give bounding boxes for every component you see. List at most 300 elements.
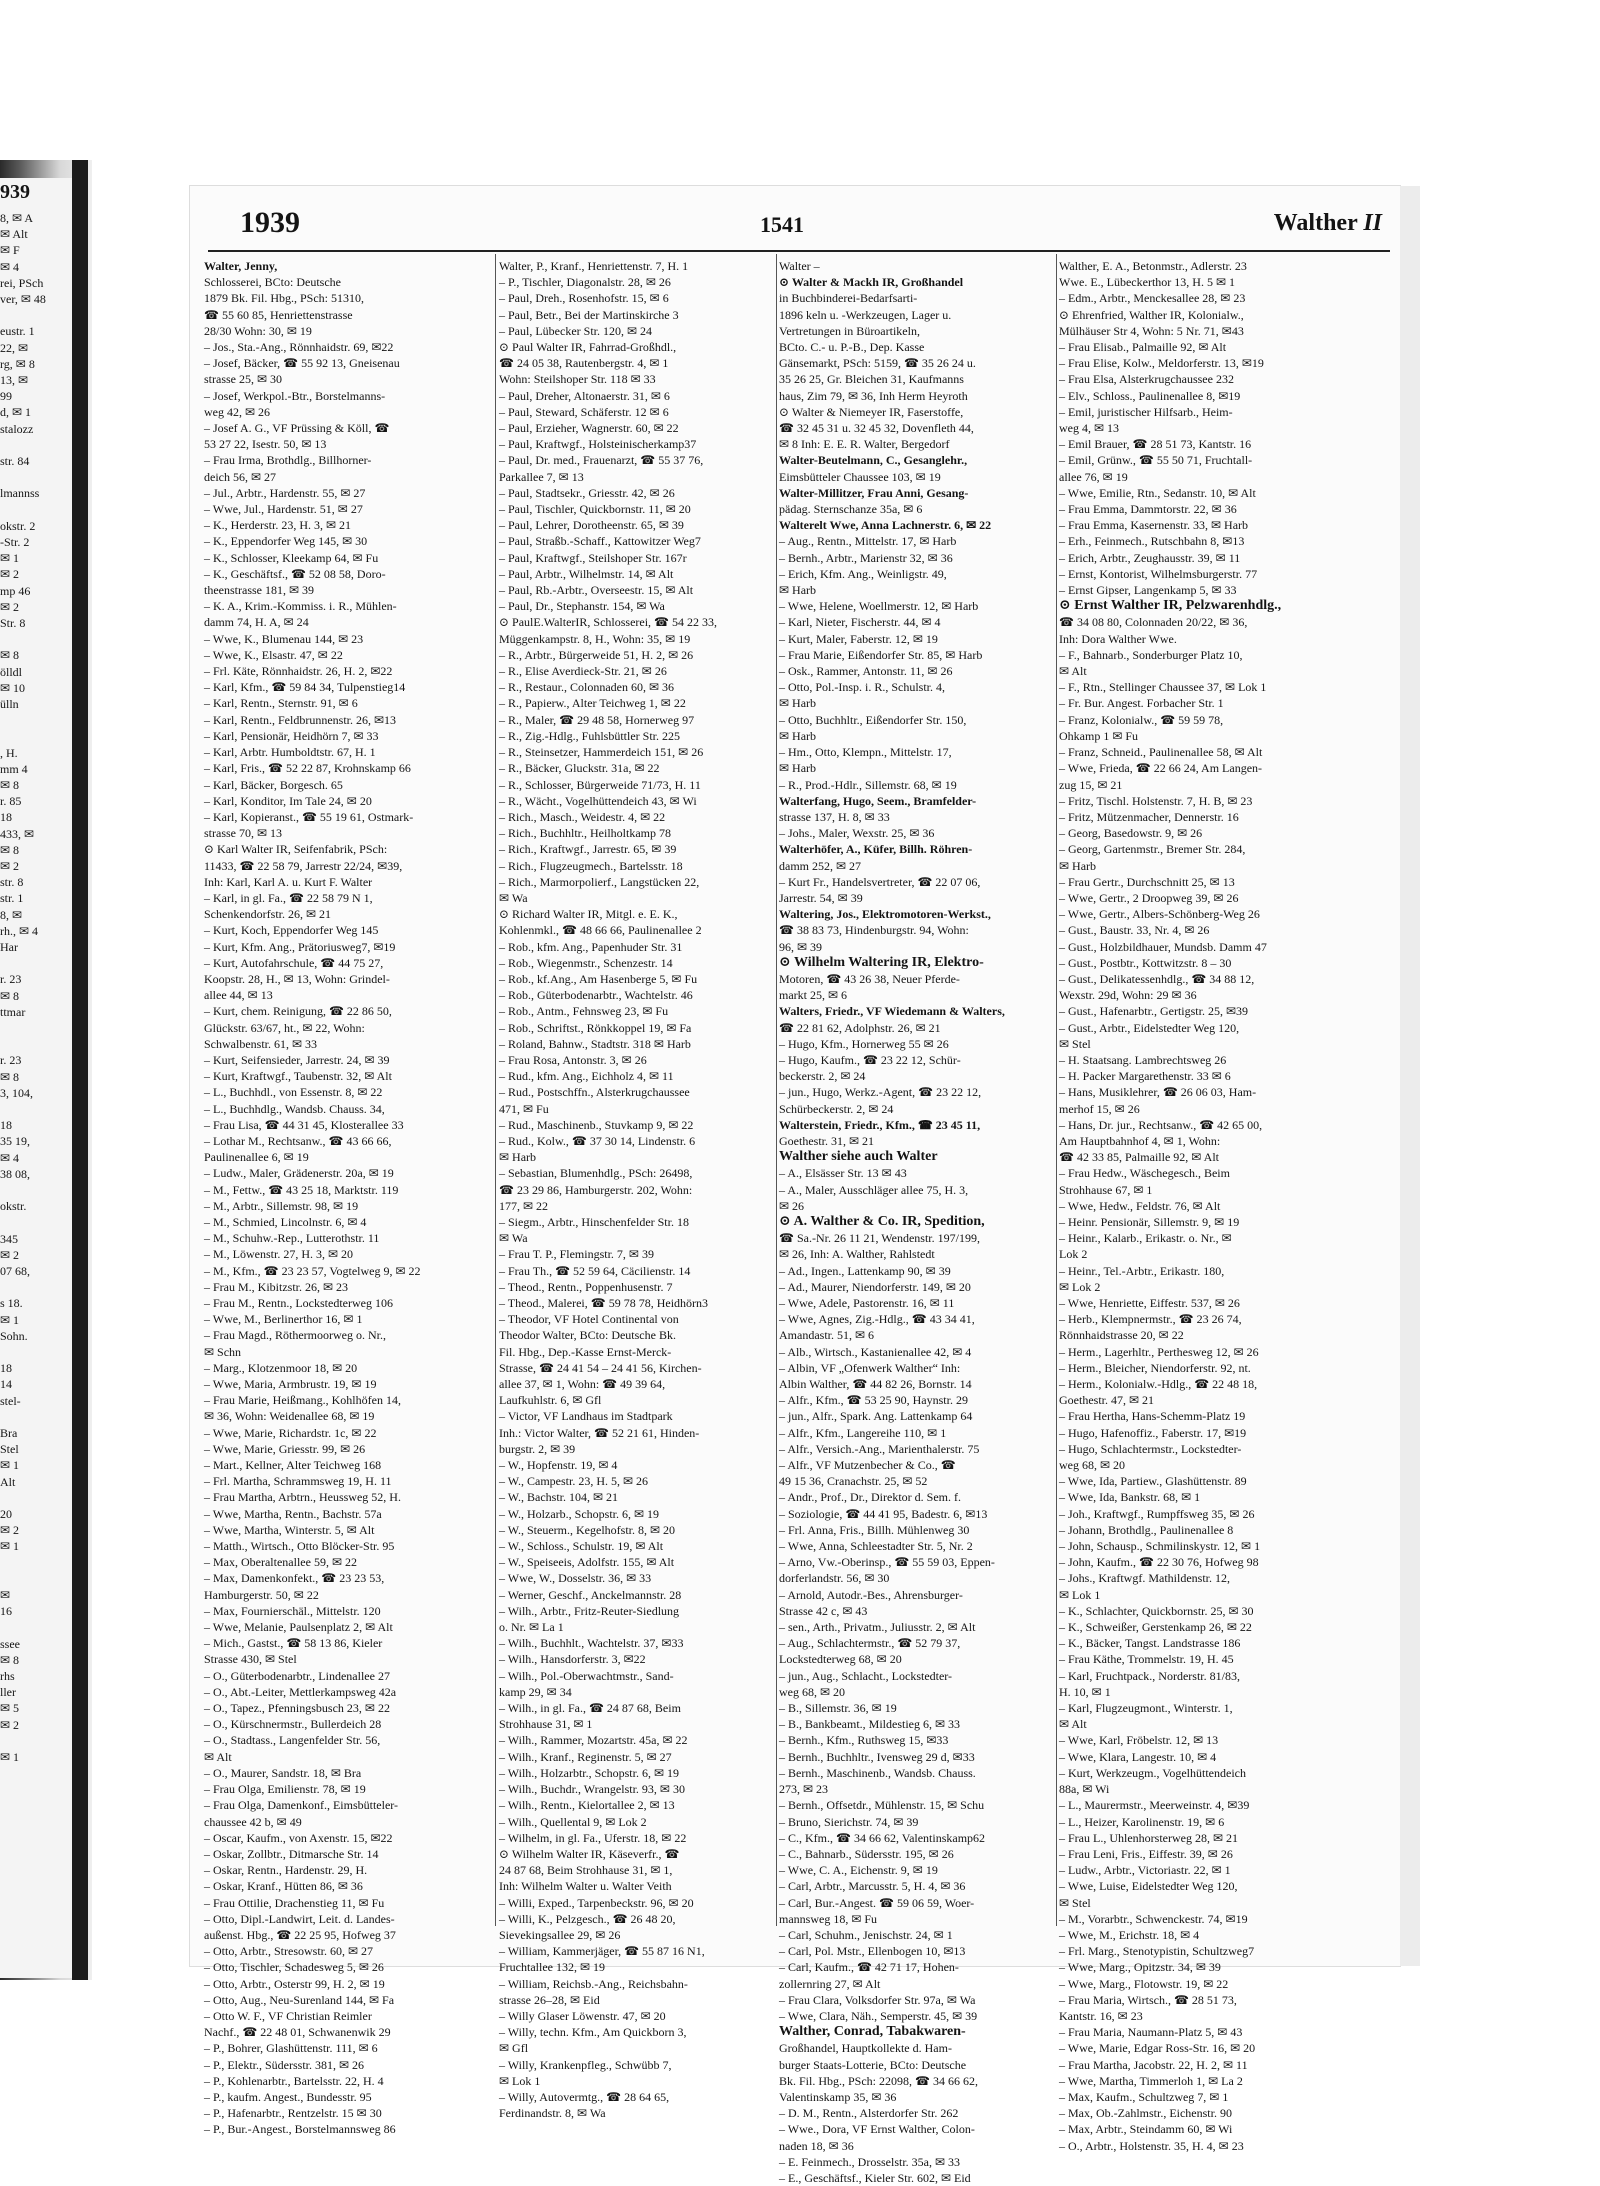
directory-entry-line: – Bernh., Kfm., Ruthsweg 15, ✉33 bbox=[779, 1733, 949, 1748]
directory-entry-line: – Hans, Dr. jur., Rechtsanw., ☎ 42 65 00, bbox=[1059, 1117, 1263, 1132]
previous-page-line bbox=[0, 437, 74, 453]
previous-page-line: ✉ 8 bbox=[0, 988, 20, 1003]
directory-entry-line: Eimsbütteler Chaussee 103, ✉ 19 bbox=[779, 469, 941, 484]
directory-entry-line: – Alb., Wirtsch., Kastanienallee 42, ✉ 4 bbox=[779, 1344, 972, 1359]
directory-entry-line: – Willy, techn. Kfm., Am Quickborn 3, bbox=[499, 2025, 687, 2040]
directory-entry-line: ⊙ Walter & Mackh IR, Großhandel bbox=[779, 275, 964, 290]
directory-entry-line: – Soziologie, ☎ 44 41 95, Badestr. 6, ✉13 bbox=[779, 1506, 988, 1521]
directory-entry-line: – Karl, in gl. Fa., ☎ 22 58 79 N 1, bbox=[204, 890, 373, 905]
directory-entry-line: – Max, Arbtr., Steindamm 60, ✉ Wi bbox=[1059, 2122, 1233, 2137]
directory-entry-line: – Frau Elsa, Alsterkrugchaussee 232 bbox=[1059, 372, 1234, 387]
previous-page-line: ✉ 8 bbox=[0, 778, 20, 792]
directory-entry-line: Strasse 430, ✉ Stel bbox=[204, 1652, 297, 1667]
previous-page-line: -Str. 2 bbox=[0, 535, 30, 549]
directory-entry-line: – Fritz, Tischl. Holstenstr. 7, H. B, ✉ 23 bbox=[1059, 793, 1253, 808]
previous-page-line: 14 bbox=[0, 1377, 12, 1392]
directory-entry-line: – Frau Th., ☎ 52 59 64, Cäcilienstr. 14 bbox=[499, 1263, 691, 1278]
directory-entry-line: – W., Hopfenstr. 19, ✉ 4 bbox=[499, 1458, 618, 1473]
directory-entry-line: – W., Campestr. 23, H. 5, ✉ 26 bbox=[499, 1474, 649, 1489]
previous-page-line: ✉ 2 bbox=[0, 1523, 20, 1538]
directory-entry-line: ✉ Alt bbox=[1059, 664, 1087, 679]
directory-entry-line: 11433, ☎ 22 58 79, Jarrestr 22/24, ✉39, bbox=[204, 858, 403, 873]
directory-entry-line: – Karl, Pensionär, Heidhörn 7, ✉ 33 bbox=[204, 728, 379, 743]
directory-entry-line: – Bernh., Offsetdr., Mühlenstr. 15, ✉ Schu bbox=[779, 1798, 985, 1813]
directory-entry-line: Strohhause 31, ✉ 1 bbox=[499, 1717, 593, 1732]
directory-entry-line: außenst. Hbg., ☎ 22 25 95, Hofweg 37 bbox=[204, 1927, 396, 1942]
directory-entry-line: – Carl, Arbtr., Marcusstr. 5, H. 4, ✉ 36 bbox=[779, 1879, 966, 1894]
directory-entry-line: – Wilhelm, in gl. Fa., Uferstr. 18, ✉ 22 bbox=[499, 1830, 687, 1845]
directory-entry-line: – Wwe, C. A., Eichenstr. 9, ✉ 19 bbox=[779, 1863, 938, 1878]
directory-entry-line: – Kurt, chem. Reinigung, ☎ 22 86 50, bbox=[204, 1004, 392, 1019]
column-1 bbox=[204, 258, 494, 2137]
directory-entry-line: haus, Zim 79, ✉ 36, Inh Herm Heyroth bbox=[779, 388, 968, 403]
directory-entry-line: 471, ✉ Fu bbox=[499, 1101, 549, 1116]
previous-page-line: 8, ✉ bbox=[0, 907, 23, 922]
directory-entry-line: – Wilh., Buchdr., Wrangelstr. 93, ✉ 30 bbox=[499, 1782, 685, 1797]
directory-entry-line: Walterhöfer, A., Küfer, Billh. Röhren- bbox=[779, 842, 973, 857]
directory-entry-line: – Wilh., Arbtr., Fritz-Reuter-Siedlung bbox=[499, 1603, 680, 1618]
directory-entry-line: – Wwe, Agnes, Zig.-Hdlg., ☎ 43 34 41, bbox=[779, 1312, 975, 1327]
directory-entry-line: – Rud., Postschffn., Alsterkrugchaussee bbox=[499, 1085, 690, 1100]
directory-entry-line: – Kurt, Kfm. Ang., Prätoriusweg7, ✉19 bbox=[204, 939, 396, 954]
directory-entry-line: – R., Wächt., Vogelhüttendeich 43, ✉ Wi bbox=[499, 793, 697, 808]
directory-entry-line: – Frau Emma, Dammtorstr. 22, ✉ 36 bbox=[1059, 502, 1237, 517]
directory-entry-line: ✉ Gfl bbox=[499, 2041, 529, 2056]
directory-entry-line: pädag. Sternschanze 35a, ✉ 6 bbox=[779, 502, 923, 517]
directory-entry-line: damm 252, ✉ 27 bbox=[779, 858, 862, 873]
directory-entry-line: – Wwe, Maria, Armbrustr. 19, ✉ 19 bbox=[204, 1377, 377, 1392]
directory-entry-line: Inh: Wilhelm Walter u. Walter Veith bbox=[499, 1879, 672, 1894]
directory-entry-line: – R., Zig.-Hdlg., Fuhlsbüttler Str. 225 bbox=[499, 728, 681, 743]
directory-entry-line: 96, ✉ 39 bbox=[779, 939, 823, 954]
previous-page-line bbox=[0, 1036, 74, 1052]
directory-entry-line: – Theod., Malerei, ☎ 59 78 78, Heidhörn3 bbox=[499, 1296, 709, 1310]
directory-entry-line: ⊙ A. Walther & Co. IR, Spedition, bbox=[779, 1213, 985, 1229]
directory-entry-line: ✉ Wa bbox=[499, 1231, 528, 1246]
directory-entry-line: – K., Bäcker, Tangst. Landstrasse 186 bbox=[1059, 1636, 1241, 1651]
previous-page-line: rhs bbox=[0, 1668, 15, 1683]
directory-entry-line: – Paul, Tischler, Quickbornstr. 11, ✉ 20 bbox=[499, 502, 691, 517]
directory-entry-line: – B., Sillemstr. 36, ✉ 19 bbox=[779, 1701, 897, 1716]
directory-entry-line: Kantstr. 16, ✉ 23 bbox=[1059, 2008, 1143, 2023]
directory-entry-line: – Bernh., Buchhltr., Ivensweg 29 d, ✉33 bbox=[779, 1749, 975, 1764]
directory-entry-line: – Otto, Buchhltr., Eißendorfer Str. 150, bbox=[779, 712, 967, 727]
directory-entry-line: 1879 Bk. Fil. Hbg., PSch: 51310, bbox=[204, 291, 365, 306]
directory-entry-line: – Paul, Dreher, Altonaerstr. 31, ✉ 6 bbox=[499, 388, 670, 403]
directory-entry-line: – Paul, Dr. med., Frauenarzt, ☎ 55 37 76, bbox=[499, 453, 704, 468]
directory-entry-line: – Fr. Bur. Angest. Forbacher Str. 1 bbox=[1059, 696, 1224, 711]
directory-entry-line: – Wwe, Luise, Eidelstedter Weg 120, bbox=[1059, 1879, 1238, 1894]
previous-page-line bbox=[0, 1020, 74, 1036]
directory-entry-line: – Arnold, Autodr.-Bes., Ahrensburger- bbox=[779, 1587, 963, 1602]
previous-page-line: eustr. 1 bbox=[0, 324, 35, 339]
directory-entry-line: – P., Hafenarbtr., Rentzelstr. 15 ✉ 30 bbox=[204, 2106, 382, 2121]
directory-entry-line: allee 44, ✉ 13 bbox=[204, 988, 273, 1003]
directory-entry-line: – Wwe, Emilie, Rtn., Sedanstr. 10, ✉ Alt bbox=[1059, 485, 1256, 500]
directory-entry-line: – Frau M., Rentn., Lockstedterweg 106 bbox=[204, 1296, 393, 1310]
directory-entry-line: – jun., Aug., Schlacht., Lockstedter- bbox=[779, 1668, 953, 1683]
directory-entry-line: Walter-Beutelmann, C., Gesanglehr., bbox=[779, 453, 968, 468]
directory-entry-line: mannsweg 18, ✉ Fu bbox=[779, 1911, 878, 1926]
directory-entry-line: – Johann, Brothdlg., Paulinenallee 8 bbox=[1059, 1522, 1234, 1537]
directory-entry-line: Walterfang, Hugo, Seem., Bramfelder- bbox=[779, 793, 977, 808]
directory-entry-line: – Wwe., Dora, VF Ernst Walther, Colon- bbox=[779, 2122, 975, 2137]
directory-entry-line: – Willy, Krankenpfleg., Schwübb 7, bbox=[499, 2057, 672, 2072]
directory-entry-line: – L., Buchhdl., von Essenstr. 8, ✉ 22 bbox=[204, 1085, 383, 1100]
previous-page-line bbox=[0, 631, 74, 647]
previous-page-line: Sohn. bbox=[0, 1328, 28, 1343]
running-head-part: II bbox=[1363, 210, 1382, 236]
column-3 bbox=[779, 258, 1055, 2185]
directory-entry-line: – K., Schlachter, Quickbornstr. 25, ✉ 30 bbox=[1059, 1603, 1254, 1618]
directory-entry-line: – Karl, Fris., ☎ 52 22 87, Krohnskamp 66 bbox=[204, 761, 411, 776]
directory-entry-line: – Otto, Pol.-Insp. i. R., Schulstr. 4, bbox=[779, 680, 946, 695]
directory-entry-line: – Heinr., Kalarb., Erikastr. o. Nr., ✉ bbox=[1059, 1231, 1232, 1246]
directory-entry-line: – Rich., Buchhltr., Heilholtkamp 78 bbox=[499, 826, 671, 841]
directory-entry-line: – W., Schloss., Schulstr. 19, ✉ Alt bbox=[499, 1539, 664, 1554]
previous-page-line: 20 bbox=[0, 1506, 12, 1521]
previous-page-line bbox=[0, 1619, 74, 1635]
directory-entry-line: Rönnhaidstrasse 20, ✉ 22 bbox=[1059, 1328, 1184, 1343]
directory-entry-line: – Oskar, Zollbtr., Ditmarsche Str. 14 bbox=[204, 1846, 379, 1861]
directory-entry-line: – Ernst Gipser, Langenkamp 5, ✉ 33 bbox=[1059, 583, 1237, 598]
directory-entry-line: – Alfr., Versich.-Ang., Marienthalerstr. 75 bbox=[779, 1441, 980, 1456]
directory-entry-line: – Carl, Bur.-Angest. ☎ 59 06 59, Woer- bbox=[779, 1895, 975, 1910]
directory-entry-line: – Rich., Masch., Weidestr. 4, ✉ 22 bbox=[499, 809, 666, 824]
directory-entry-line: – Frau Elisab., Palmaille 92, ✉ Alt bbox=[1059, 340, 1227, 355]
directory-entry-line: – M., Kfm., ☎ 23 23 57, Vogtelweg 9, ✉ 22 bbox=[204, 1263, 421, 1278]
directory-entry-line: Am Hauptbahnhof 4, ✉ 1, Wohn: bbox=[1059, 1133, 1221, 1148]
directory-entry-line: ☎ 42 33 85, Palmaille 92, ✉ Alt bbox=[1059, 1150, 1219, 1165]
directory-entry-line: – Paul, Steward, Schäferstr. 12 ✉ 6 bbox=[499, 404, 669, 419]
directory-entry-line: – Aug., Schlachtermstr., ☎ 52 79 37, bbox=[779, 1636, 961, 1651]
directory-entry-line: – Alfr., Kfm., ☎ 53 25 90, Haynstr. 29 bbox=[779, 1393, 968, 1408]
directory-entry-line: 35 26 25, Gr. Bleichen 31, Kaufmanns bbox=[779, 372, 964, 387]
column-2 bbox=[499, 258, 775, 2121]
directory-entry-line: 28/30 Wohn: 30, ✉ 19 bbox=[204, 323, 312, 338]
directory-entry-line: chaussee 42 b, ✉ 49 bbox=[204, 1814, 302, 1829]
directory-entry-line: – Paul, Rb.-Arbtr., Overseestr. 15, ✉ Alt bbox=[499, 583, 694, 598]
directory-entry-line: – John, Schausp., Schmilinskystr. 12, ✉ 1 bbox=[1059, 1539, 1261, 1554]
directory-entry-line: ⊙ Paul Walter IR, Fahrrad-Großhdl., bbox=[499, 340, 677, 355]
directory-entry-line: – Frau Hertha, Hans-Schemm-Platz 19 bbox=[1059, 1409, 1246, 1424]
directory-entry-line: Bk. Fil. Hbg., PSch: 22098, ☎ 34 66 62, bbox=[779, 2073, 978, 2088]
directory-entry-line: ⊙ Ernst Walther IR, Pelzwarenhdlg., bbox=[1059, 598, 1282, 614]
directory-entry-line: ⊙ Walter & Niemeyer IR, Faserstoffe, bbox=[779, 404, 964, 419]
directory-entry-line: – Johs., Maler, Wexstr. 25, ✉ 36 bbox=[779, 826, 935, 841]
directory-entry-line: – Frl. Käte, Rönnhaidstr. 26, H. 2, ✉22 bbox=[204, 664, 393, 679]
directory-entry-line: – Gust., Postbtr., Kottwitzstr. 8 – 30 bbox=[1059, 955, 1232, 970]
directory-entry-line: – E., Geschäftsf., Kieler Str. 602, ✉ Eid bbox=[779, 2170, 971, 2185]
directory-entry-line: – Rob., Wiegenmstr., Schenzestr. 14 bbox=[499, 955, 673, 970]
directory-entry-line: – Bernh., Arbtr., Marienstr 32, ✉ 36 bbox=[779, 550, 953, 565]
directory-entry-line: ☎ 23 29 86, Hamburgerstr. 202, Wohn: bbox=[499, 1182, 693, 1197]
directory-entry-line: weg 4, ✉ 13 bbox=[1059, 421, 1120, 436]
previous-page-line: d, ✉ 1 bbox=[0, 405, 32, 420]
directory-entry-line: Schlosserei, BCto: Deutsche bbox=[204, 275, 341, 290]
directory-entry-line: – Wilh., Rammer, Mozartstr. 45a, ✉ 22 bbox=[499, 1733, 688, 1748]
directory-entry-line: – Paul, Lübecker Str. 120, ✉ 24 bbox=[499, 323, 653, 338]
directory-entry-line: – Franz, Kolonialw., ☎ 59 59 78, bbox=[1059, 712, 1224, 727]
directory-entry-line: – R., Prod.-Hdlr., Sillemstr. 68, ✉ 19 bbox=[779, 777, 957, 792]
directory-entry-line: Strasse 42 c, ✉ 43 bbox=[779, 1603, 868, 1618]
previous-page-line: 18 bbox=[0, 810, 12, 825]
directory-entry-line: 273, ✉ 23 bbox=[779, 1782, 829, 1797]
directory-entry-line: beckerstr. 2, ✉ 24 bbox=[779, 1069, 866, 1084]
previous-page-line bbox=[0, 1214, 74, 1230]
directory-entry-line: Sievekingsallee 29, ✉ 26 bbox=[499, 1927, 621, 1942]
directory-entry-line: – A., Maler, Ausschläger allee 75, H. 3, bbox=[779, 1182, 969, 1197]
directory-entry-line: ✉ 36, Wohn: Weidenallee 68, ✉ 19 bbox=[204, 1409, 375, 1424]
directory-entry-line: – Rud., Kolw., ☎ 37 30 14, Lindenstr. 6 bbox=[499, 1133, 696, 1148]
directory-entry-line: – R., Steinsetzer, Hammerdeich 151, ✉ 26 bbox=[499, 745, 704, 760]
previous-page-line: 345 bbox=[0, 1231, 18, 1246]
directory-entry-line: – Karl, Konditor, Im Tale 24, ✉ 20 bbox=[204, 793, 372, 808]
directory-entry-line: – Heinr. Pensionär, Sillemstr. 9, ✉ 19 bbox=[1059, 1214, 1240, 1229]
directory-entry-line: burger Staats-Lotterie, BCto: Deutsche bbox=[779, 2057, 967, 2072]
directory-entry-line: – O., Tapez., Pfenningsbusch 23, ✉ 22 bbox=[204, 1701, 390, 1716]
directory-entry-line: – Frau Emma, Kasernenstr. 33, ✉ Harb bbox=[1059, 518, 1249, 533]
previous-page-line: ver, ✉ 48 bbox=[0, 292, 46, 307]
directory-entry-line: – Gust., Holzbildhauer, Mundsb. Damm 47 bbox=[1059, 939, 1267, 954]
directory-entry-line: – Wwe, Ida, Bankstr. 68, ✉ 1 bbox=[1059, 1490, 1201, 1505]
directory-entry-line: Strasse, ☎ 24 41 54 – 24 41 56, Kirchen- bbox=[499, 1360, 702, 1375]
directory-entry-line: – Hugo, Kfm., Hornerweg 55 ✉ 26 bbox=[779, 1036, 949, 1051]
directory-entry-line: – Herm., Lagerhltr., Perthesweg 12, ✉ 26 bbox=[1059, 1344, 1259, 1359]
directory-entry-line: – Wwe, K., Elsastr. 47, ✉ 22 bbox=[204, 647, 343, 662]
directory-entry-line: – William, Reichsb.-Ang., Reichsbahn- bbox=[499, 1976, 688, 1991]
directory-entry-line: – Kurt, Seifensieder, Jarrestr. 24, ✉ 39 bbox=[204, 1052, 390, 1067]
directory-entry-line: – Edm., Arbtr., Menckesallee 28, ✉ 23 bbox=[1059, 291, 1246, 306]
directory-entry-line: – Herm., Kolonialw.-Hdlg., ☎ 22 48 18, bbox=[1059, 1377, 1258, 1392]
directory-entry-line: – Kurt, Autofahrschule, ☎ 44 75 27, bbox=[204, 955, 384, 970]
directory-entry-line: Paulinenallee 6, ✉ 19 bbox=[204, 1150, 309, 1165]
directory-entry-line: – Rich., Flugzeugmech., Bartelsstr. 18 bbox=[499, 858, 683, 873]
directory-entry-line: – Alfr., Kfm., Langereihe 110, ✉ 1 bbox=[779, 1425, 947, 1440]
directory-entry-line: Großhandel, Hauptkollekte d. Ham- bbox=[779, 2041, 952, 2056]
directory-entry-line: zollernring 27, ✉ Alt bbox=[779, 1976, 881, 1991]
previous-page-line: ttmar bbox=[0, 1004, 26, 1019]
directory-entry-line: – Hugo, Kaufm., ☎ 23 22 12, Schür- bbox=[779, 1052, 961, 1067]
directory-entry-line: dorferlandstr. 56, ✉ 30 bbox=[779, 1571, 890, 1586]
previous-page-line: ✉ 8 bbox=[0, 842, 20, 857]
directory-entry-line: Strohhause 67, ✉ 1 bbox=[1059, 1182, 1153, 1197]
directory-entry-line: – P., Elektr., Südersstr. 381, ✉ 26 bbox=[204, 2057, 365, 2072]
directory-entry-line: – Werner, Geschf., Anckelmannstr. 28 bbox=[499, 1587, 682, 1602]
previous-page-line: ölldl bbox=[0, 664, 23, 679]
previous-page-line: rei, PSch bbox=[0, 275, 44, 290]
directory-entry-line: Mülhäuser Str 4, Wohn: 5 Nr. 71, ✉43 bbox=[1059, 323, 1244, 338]
directory-entry-line: – R., Schlosser, Bürgerweide 71/73, H. 11 bbox=[499, 777, 701, 792]
directory-entry-line: – Sebastian, Blumenhdlg., PSch: 26498, bbox=[499, 1166, 693, 1181]
column-divider bbox=[1056, 254, 1057, 1926]
directory-entry-line: – Rob., Schriftst., Rönkkoppel 19, ✉ Fa bbox=[499, 1020, 692, 1035]
directory-entry-line: deich 56, ✉ 27 bbox=[204, 469, 277, 484]
directory-entry-line: strasse 137, H. 8, ✉ 33 bbox=[779, 809, 890, 824]
directory-entry-line: – Wwe, Gertr., Albers-Schönberg-Weg 26 bbox=[1059, 907, 1260, 922]
directory-entry-line: – Wwe, Gertr., 2 Droopweg 39, ✉ 26 bbox=[1059, 890, 1239, 905]
directory-entry-line: – Karl, Flugzeugmont., Winterstr. 1, bbox=[1059, 1701, 1233, 1716]
previous-page-line: stel- bbox=[0, 1393, 21, 1408]
directory-entry-line: – Frau Olga, Emilienstr. 78, ✉ 19 bbox=[204, 1782, 366, 1797]
directory-entry-line: ✉ 26, Inh: A. Walther, Rahlstedt bbox=[779, 1247, 935, 1262]
directory-entry-line: damm 74, H. A, ✉ 24 bbox=[204, 615, 309, 630]
directory-entry-line: allee 76, ✉ 19 bbox=[1059, 469, 1128, 484]
directory-entry-line: Müggenkampstr. 8, H., Wohn: 35, ✉ 19 bbox=[499, 631, 691, 646]
directory-entry-line: – John, Kaufm., ☎ 22 30 76, Hofweg 98 bbox=[1059, 1555, 1259, 1570]
previous-page-line: ✉ 8 bbox=[0, 1069, 20, 1084]
directory-entry-line: – Frau Martha, Arbtrn., Heussweg 52, H. bbox=[204, 1490, 401, 1505]
directory-entry-line: Jarrestr. 54, ✉ 39 bbox=[779, 890, 863, 905]
directory-entry-line: – Wilh., Quellental 9, ✉ Lok 2 bbox=[499, 1814, 647, 1829]
directory-entry-line: – Bernh., Maschinenb., Wandsb. Chauss. bbox=[779, 1765, 976, 1780]
directory-entry-line: Walters, Friedr., VF Wiedemann & Walters, bbox=[779, 1004, 1005, 1019]
directory-entry-line: ✉ Harb bbox=[499, 1150, 537, 1165]
directory-entry-line: markt 25, ✉ 6 bbox=[779, 988, 848, 1003]
directory-entry-line: – Frau Elise, Kolw., Meldorferstr. 13, ✉19 bbox=[1059, 356, 1264, 371]
directory-entry-line: – Max, Damenkonfekt., ☎ 23 23 53, bbox=[204, 1571, 385, 1586]
directory-entry-line: – Emil Brauer, ☎ 28 51 73, Kantstr. 16 bbox=[1059, 437, 1252, 452]
directory-entry-line: ☎ 55 60 85, Henriettenstrasse bbox=[204, 307, 353, 322]
scan-top-margin bbox=[0, 0, 1600, 160]
directory-entry-line: – Oskar, Kranf., Hütten 86, ✉ 36 bbox=[204, 1879, 363, 1894]
directory-entry-line: – Paul, Stadtsekr., Griesstr. 42, ✉ 26 bbox=[499, 485, 675, 500]
directory-entry-line: – Erich, Kfm. Ang., Weinligstr. 49, bbox=[779, 566, 947, 581]
directory-entry-line: Walterstein, Friedr., Kfm., ☎ 23 45 11, bbox=[779, 1117, 981, 1132]
directory-entry-line: – Karl, Fruchtpack., Norderstr. 81/83, bbox=[1059, 1668, 1240, 1683]
directory-entry-line: weg 68, ✉ 20 bbox=[1059, 1458, 1126, 1473]
directory-entry-line: – Karl, Rentn., Sternstr. 91, ✉ 6 bbox=[204, 696, 358, 711]
directory-entry-line: – Rob., Güterbodenarbtr., Wachtelstr. 46 bbox=[499, 988, 693, 1003]
directory-entry-line: – Kurt Fr., Handelsvertreter, ☎ 22 07 06, bbox=[779, 874, 981, 889]
directory-entry-line: – Wwe, Melanie, Paulsenplatz 2, ✉ Alt bbox=[204, 1620, 393, 1635]
directory-entry-line: 1896 keln u. -Werkzeugen, Lager u. bbox=[779, 307, 952, 322]
directory-entry-line: H. 10, ✉ 1 bbox=[1059, 1684, 1111, 1699]
directory-entry-line: – R., Restaur., Colonnaden 60, ✉ 36 bbox=[499, 680, 675, 695]
directory-entry-line: – W., Steuerm., Kegelhofstr. 8, ✉ 20 bbox=[499, 1522, 676, 1537]
directory-entry-line: – E. Feinmech., Drosselstr. 35a, ✉ 33 bbox=[779, 2154, 961, 2169]
directory-entry-line: – Wilh., Rentn., Kielortallee 2, ✉ 13 bbox=[499, 1798, 675, 1813]
directory-entry-line: Inh: Dora Walther Wwe. bbox=[1059, 631, 1177, 646]
directory-entry-line: – R., Papierw., Alter Teichweg 1, ✉ 22 bbox=[499, 696, 686, 711]
directory-entry-line: Schürbeckerstr. 2, ✉ 24 bbox=[779, 1101, 894, 1116]
previous-page-line: mm 4 bbox=[0, 761, 28, 776]
directory-entry-line: – O., Arbtr., Holstenstr. 35, H. 4, ✉ 23 bbox=[1059, 2138, 1244, 2153]
previous-page-line: Har bbox=[0, 940, 18, 955]
directory-entry-line: weg 42, ✉ 26 bbox=[204, 404, 271, 419]
directory-entry-line: – Rich., Marmorpolierf., Langstücken 22, bbox=[499, 874, 700, 889]
directory-entry-line: – O., Güterbodenarbtr., Lindenallee 27 bbox=[204, 1668, 390, 1683]
directory-entry-line: – Georg, Basedowstr. 9, ✉ 26 bbox=[1059, 826, 1203, 841]
directory-entry-line: – Wilh., Hansdorferstr. 3, ✉22 bbox=[499, 1652, 646, 1667]
directory-entry-line: – Josef, Werkpol.-Btr., Borstelmanns- bbox=[204, 388, 386, 403]
directory-entry-line: – Wwe, Martha, Winterstr. 5, ✉ Alt bbox=[204, 1522, 375, 1537]
directory-entry-line: – Wwe, Marie, Edgar Ross-Str. 16, ✉ 20 bbox=[1059, 2041, 1256, 2056]
previous-page-line: 13, ✉ bbox=[0, 373, 29, 388]
directory-entry-line: – Arno, Vw.-Oberinsp., ☎ 55 59 03, Eppen- bbox=[779, 1555, 995, 1570]
previous-page-line: ✉ 8 bbox=[0, 648, 20, 663]
previous-page-line: 433, ✉ bbox=[0, 826, 35, 841]
column-4 bbox=[1059, 258, 1357, 2153]
directory-entry-line: – Frau Gertr., Durchschnitt 25, ✉ 13 bbox=[1059, 874, 1235, 889]
directory-entry-line: – Karl, Kopieranst., ☎ 55 19 61, Ostmark- bbox=[204, 809, 414, 824]
directory-entry-line: – R., Maler, ☎ 29 48 58, Hornerweg 97 bbox=[499, 712, 695, 727]
directory-entry-line: ☎ 38 83 73, Hindenburgstr. 94, Wohn: bbox=[779, 923, 969, 938]
directory-entry-line: – Wwe, Ida, Partiew., Glashüttenstr. 89 bbox=[1059, 1474, 1247, 1489]
directory-entry-line: – Otto, Arbtr., Osterstr 99, H. 2, ✉ 19 bbox=[204, 1976, 385, 1991]
directory-entry-line: o. Nr. ✉ La 1 bbox=[499, 1620, 564, 1635]
previous-page-line: ✉ 1 bbox=[0, 1539, 20, 1554]
directory-entry-line: Walter – bbox=[779, 259, 820, 273]
directory-entry-line: – Frau Marie, Heißmang., Kohlhöfen 14, bbox=[204, 1393, 401, 1408]
previous-page-edge bbox=[0, 178, 74, 1978]
directory-entry-line: – Gust., Baustr. 33, Nr. 4, ✉ 26 bbox=[1059, 923, 1210, 938]
directory-entry-line: – O., Kürschnermstr., Bullerdeich 28 bbox=[204, 1717, 382, 1732]
directory-entry-line: – L., Buchhdlg., Wandsb. Chauss. 34, bbox=[204, 1101, 385, 1116]
directory-entry-line: allee 37, ✉ 1, Wohn: ☎ 49 39 64, bbox=[499, 1377, 666, 1392]
directory-entry-line: – Kurt, Maler, Faberstr. 12, ✉ 19 bbox=[779, 631, 938, 646]
directory-entry-line: – K., Schweißer, Gerstenkamp 26, ✉ 22 bbox=[1059, 1620, 1252, 1635]
directory-entry-line: – Wilh., Pol.-Oberwachtmstr., Sand- bbox=[499, 1668, 674, 1683]
previous-page-line: str. 8 bbox=[0, 875, 24, 890]
directory-entry-line: – Wwe, Anna, Schleestadter Str. 5, Nr. 2 bbox=[779, 1539, 973, 1554]
directory-entry-line: – W., Holzarb., Schopstr. 6, ✉ 19 bbox=[499, 1506, 660, 1521]
directory-entry-line: – Siegm., Arbtr., Hinschenfelder Str. 18 bbox=[499, 1214, 689, 1229]
directory-entry-line: – Wwe, Marg., Opitzstr. 34, ✉ 39 bbox=[1059, 1960, 1221, 1975]
directory-entry-line: ✉ Lok 1 bbox=[1059, 1587, 1101, 1602]
directory-entry-line: – Ludw., Arbtr., Victoriastr. 22, ✉ 1 bbox=[1059, 1863, 1231, 1878]
previous-page-lines bbox=[0, 210, 74, 1765]
directory-entry-line: Albin Walther, ☎ 44 82 26, Bornstr. 14 bbox=[779, 1377, 972, 1392]
directory-entry-line: – W., Bachstr. 104, ✉ 21 bbox=[499, 1490, 619, 1505]
directory-entry-line: – Max, Ob.-Zahlmstr., Eichenstr. 90 bbox=[1059, 2106, 1232, 2121]
directory-entry-line: ✉ Harb bbox=[779, 728, 817, 743]
directory-entry-line: – Frau L., Uhlenhorsterweg 28, ✉ 21 bbox=[1059, 1830, 1239, 1845]
previous-page-line: 18 bbox=[0, 1361, 12, 1376]
directory-entry-line: – Carl, Schuhm., Jenischstr. 24, ✉ 1 bbox=[779, 1927, 953, 1942]
directory-entry-line: – Mich., Gastst., ☎ 58 13 86, Kieler bbox=[204, 1636, 383, 1651]
directory-entry-line: – Rich., Kraftwgf., Jarrestr. 65, ✉ 39 bbox=[499, 842, 677, 857]
directory-entry-line: 177, ✉ 22 bbox=[499, 1198, 549, 1213]
previous-page-line bbox=[0, 1182, 74, 1198]
directory-entry-line: – Frau Maria, Wirtsch., ☎ 28 51 73, bbox=[1059, 1992, 1237, 2007]
previous-page-line: 99 bbox=[0, 389, 12, 404]
directory-entry-line: – M., Schuhw.-Rep., Lutterothstr. 11 bbox=[204, 1231, 380, 1246]
directory-entry-line: – Emil, juristischer Hilfsarb., Heim- bbox=[1059, 404, 1233, 419]
directory-entry-line: ☎ 24 05 38, Rautenbergstr. 4, ✉ 1 bbox=[499, 356, 669, 371]
directory-entry-line: – Paul, Betr., Bei der Martinskirche 3 bbox=[499, 307, 679, 322]
directory-entry-line: – K., Eppendorfer Weg 145, ✉ 30 bbox=[204, 534, 368, 549]
previous-page-line: ✉ 2 bbox=[0, 1247, 20, 1262]
directory-entry-line: – P., Bur.-Angest., Borstelmannsweg 86 bbox=[204, 2122, 396, 2137]
previous-page-line: ✉ 2 bbox=[0, 599, 20, 614]
directory-entry-line: – sen., Arth., Privatm., Juliusstr. 2, ✉ Alt bbox=[779, 1620, 976, 1635]
directory-entry-line: ✉ 8 Inh: E. E. R. Walter, Bergedorf bbox=[779, 437, 950, 452]
directory-entry-line: Wohn: Steilshoper Str. 118 ✉ 33 bbox=[499, 372, 656, 387]
directory-entry-line: ☎ 32 45 31 u. 32 45 32, Dovenfleth 44, bbox=[779, 421, 974, 436]
directory-entry-line: – Frau Irma, Brothdlg., Billhorner- bbox=[204, 453, 372, 468]
directory-entry-line: – Otto, Dipl.-Landwirt, Leit. d. Landes- bbox=[204, 1911, 395, 1926]
directory-entry-line: burgstr. 2, ✉ 39 bbox=[499, 1441, 576, 1456]
directory-entry-line: – Wilh., in gl. Fa., ☎ 24 87 68, Beim bbox=[499, 1701, 681, 1716]
directory-entry-line: – Herb., Klempnermstr., ☎ 23 26 74, bbox=[1059, 1312, 1242, 1327]
directory-entry-line: – Frau Käthe, Trommelstr. 19, H. 45 bbox=[1059, 1652, 1234, 1667]
directory-entry-line: – Wwe, Martha, Rentn., Bachstr. 57a bbox=[204, 1506, 382, 1521]
directory-entry-line: ⊙ Richard Walter IR, Mitgl. e. E. K., bbox=[499, 907, 678, 922]
column-divider bbox=[776, 254, 777, 1926]
directory-entry-line: – William, Kammerjäger, ☎ 55 87 16 N1, bbox=[499, 1944, 705, 1959]
previous-page-line: ✉ 1 bbox=[0, 1458, 20, 1473]
